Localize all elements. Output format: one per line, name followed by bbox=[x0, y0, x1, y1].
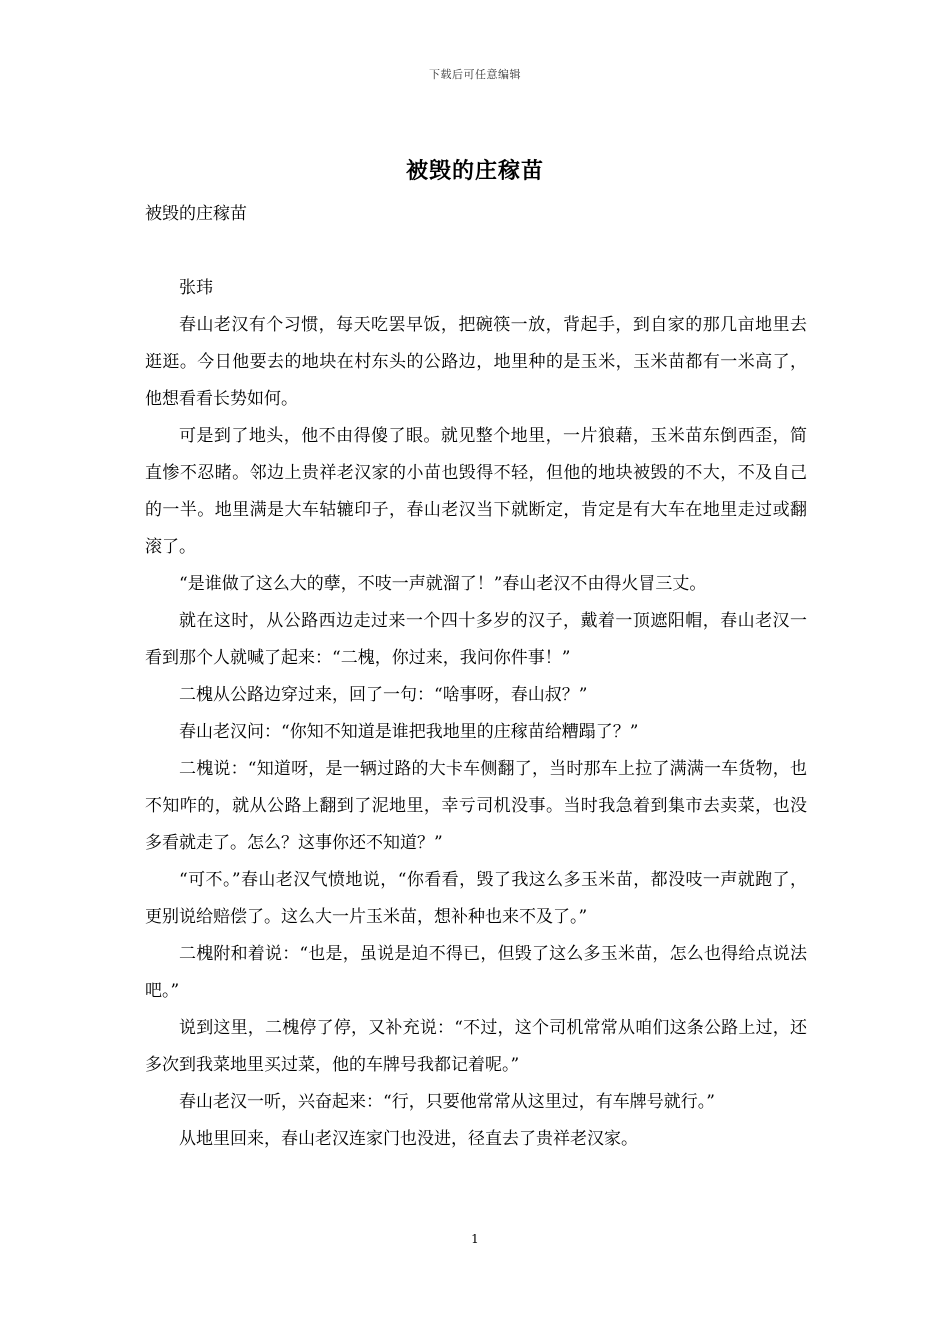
paragraph: 就在这时，从公路西边走过来一个四十多岁的汉子，戴着一顶遮阳帽，春山老汉一看到那个人就喊了起来：“二槐，你过来，我问你件事！” bbox=[145, 611, 807, 668]
paragraph: 春山老汉问：“你知不知道是谁把我地里的庄稼苗给糟蹋了？” bbox=[179, 722, 639, 742]
document-subtitle: 被毁的庄稼苗 bbox=[145, 204, 247, 224]
paragraph: “可不。”春山老汉气愤地说，“你看看，毁了我这么多玉米苗，都没吱一声就跑了，更别说给赔偿了。这么大一片玉米苗，想补种也来不及了。” bbox=[145, 870, 807, 927]
paragraph: 说到这里，二槐停了停，又补充说：“不过，这个司机常常从咱们这条公路上过，还多次到我菜地里买过菜，他的车牌号我都记着呢。” bbox=[145, 1018, 807, 1075]
blank-line bbox=[145, 233, 807, 270]
document-title: 被毁的庄稼苗 bbox=[405, 158, 544, 184]
paragraph: 二槐说：“知道呀，是一辆过路的大卡车侧翻了，当时那车上拉了满满一车货物，也不知咋的，就从公路上翻到了泥地里，幸亏司机没事。当时我急着到集市去卖菜，也没多看就走了。怎么？这事你还不知道？” bbox=[145, 759, 807, 853]
paragraph: 从地里回来，春山老汉连家门也没进，径直去了贵祥老汉家。 bbox=[179, 1129, 638, 1149]
document-body bbox=[145, 196, 807, 1158]
page-header: 下载后可任意编辑 bbox=[429, 68, 521, 81]
paragraph: 春山老汉有个习惯，每天吃罢早饭，把碗筷一放，背起手，到自家的那几亩地里去逛逛。今日他要去的地块在村东头的公路边，地里种的是玉米，玉米苗都有一米高了，他想看看长势如何。 bbox=[145, 315, 807, 409]
page-number: 1 bbox=[471, 1232, 479, 1246]
paragraph: 春山老汉一听，兴奋起来：“行，只要他常常从这里过，有车牌号就行。” bbox=[179, 1092, 715, 1112]
paragraph: 二槐附和着说：“也是，虽说是迫不得已，但毁了这么多玉米苗，怎么也得给点说法吧。” bbox=[145, 944, 807, 1001]
author-line: 张玮 bbox=[179, 278, 213, 298]
paragraph: 二槐从公路边穿过来，回了一句：“啥事呀，春山叔？” bbox=[179, 685, 588, 705]
paragraph: “是谁做了这么大的孽，不吱一声就溜了！”春山老汉不由得火冒三丈。 bbox=[179, 574, 707, 594]
paragraph: 可是到了地头，他不由得傻了眼。就见整个地里，一片狼藉，玉米苗东倒西歪，简直惨不忍睹。邻边上贵祥老汉家的小苗也毁得不轻，但他的地块被毁的不大，不及自己的一半。地里满是大车轱辘印子，春山老汉当下就断定，肯定是有大车在地里走过或翻滚了。 bbox=[145, 426, 807, 557]
